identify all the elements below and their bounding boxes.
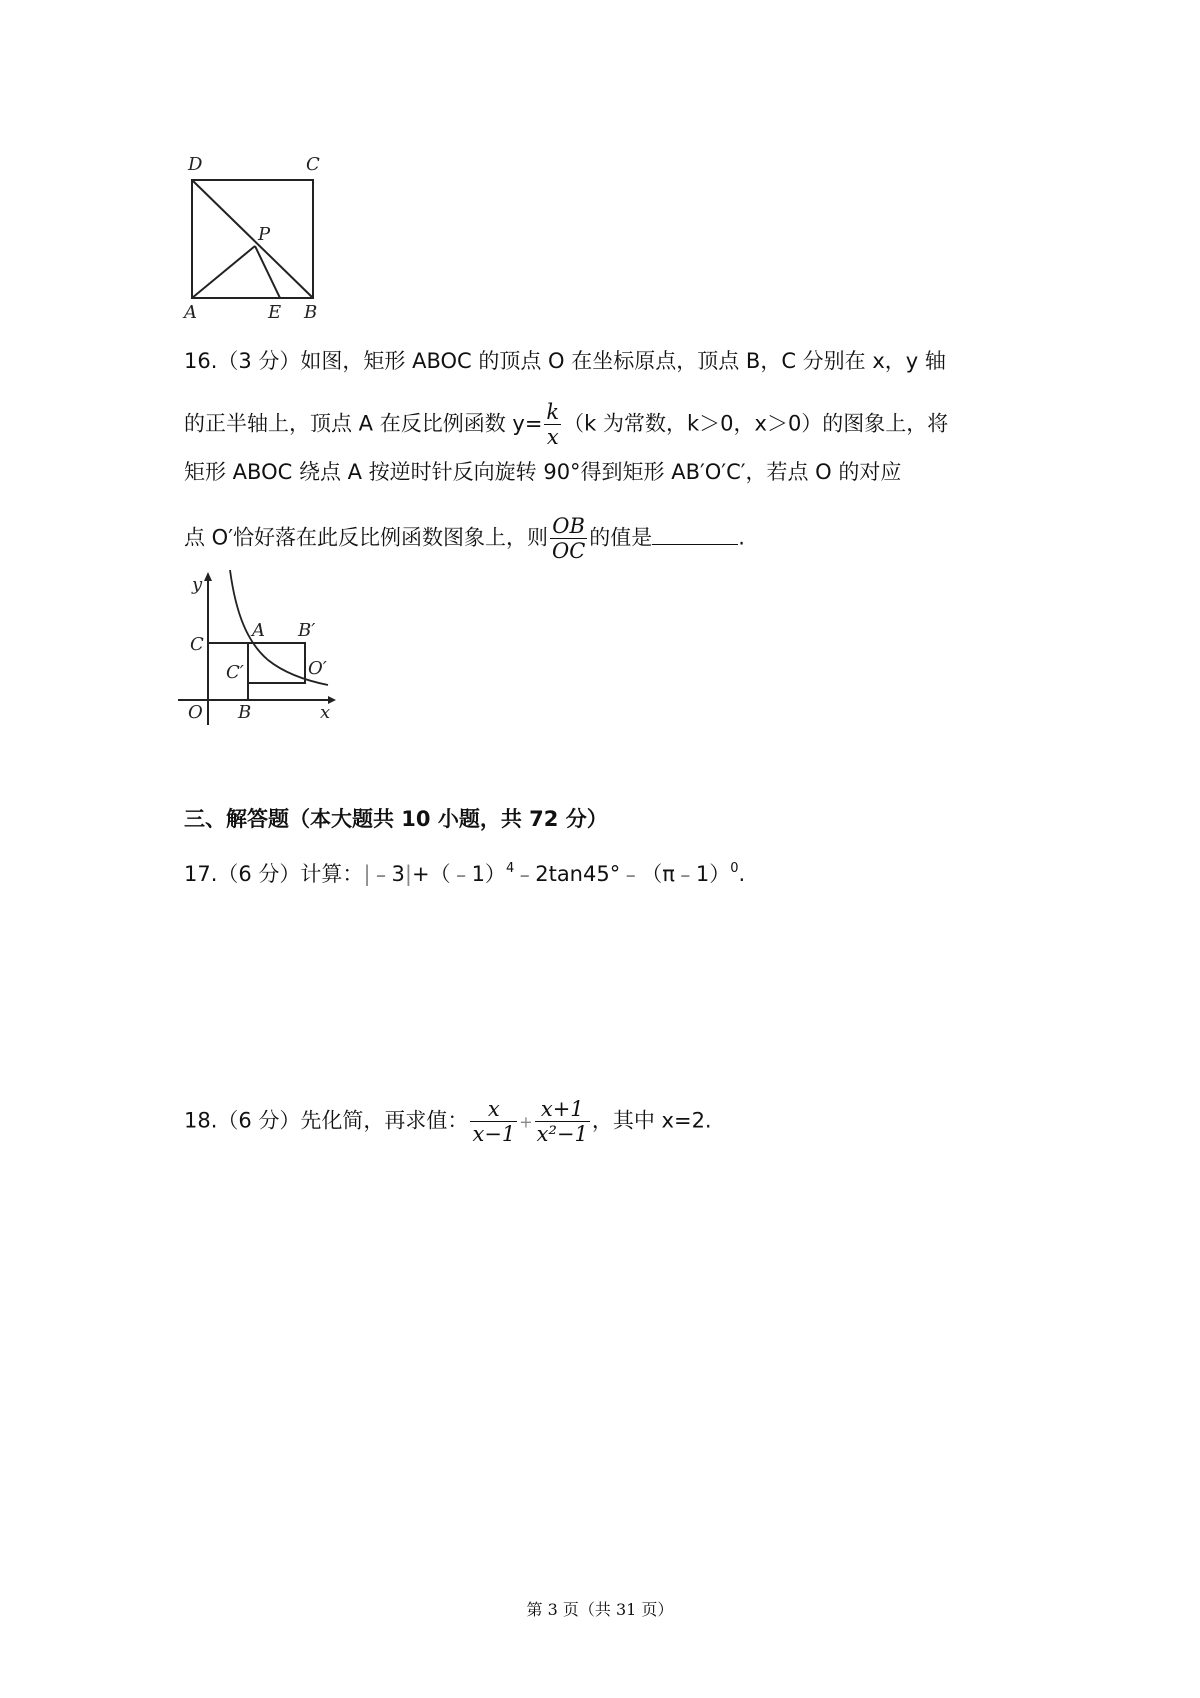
label-d: D (188, 154, 203, 175)
label-b: B (238, 702, 252, 723)
fraction-numerator: x+1 (535, 1097, 590, 1122)
label-c: C (306, 154, 320, 175)
abs-content: ﹣3 (370, 862, 405, 886)
label-b: B (304, 302, 318, 323)
answer-blank (652, 524, 738, 545)
label-o: O (188, 702, 203, 723)
abs-bar-left: | (363, 862, 371, 886)
fraction-numerator: OB (550, 514, 587, 539)
exponent-0: 0 (730, 861, 739, 876)
coordinate-figure (178, 570, 348, 730)
label-a: A (252, 620, 265, 641)
operator-plus: + (519, 1112, 533, 1132)
q16-text-2b: （k 为常数，k＞0，x＞0）的图象上，将 (563, 411, 949, 436)
fraction-x-plus-1-over-x-squared-minus-1 (535, 1097, 590, 1146)
section-heading: 三、解答题（本大题共 10 小题，共 72 分） (184, 807, 608, 831)
q17-prefix: 17.（6 分）计算： (184, 862, 364, 886)
fraction-denominator: OC (551, 539, 586, 563)
q16-text-1: 16.（3 分）如图，矩形 ABOC 的顶点 O 在坐标原点，顶点 B，C 分别在 x，y 轴 (184, 349, 946, 373)
label-c-prime: C′ (226, 662, 244, 683)
fraction-ob-over-oc (550, 514, 587, 563)
q16-line1 (184, 347, 946, 375)
q16-text-4c: . (738, 525, 745, 550)
fraction-denominator: x−1 (472, 1122, 516, 1146)
q16-text-4a: 点 O′恰好落在此反比例函数图象上，则 (184, 525, 548, 550)
label-p: P (258, 224, 271, 245)
q16-line3 (184, 458, 901, 486)
q16-line2 (184, 400, 948, 449)
square-figure (180, 150, 340, 325)
exponent-4: 4 (505, 861, 515, 876)
q18-prefix: 18.（6 分）先化简，再求值： (184, 1108, 469, 1133)
q17-part2: +（﹣1） (411, 862, 506, 886)
fraction-denominator: x (546, 425, 559, 449)
q18-suffix: ，其中 x=2. (591, 1108, 712, 1133)
q16-line4 (184, 514, 745, 563)
label-b-prime: B′ (298, 620, 316, 641)
label-y: y (192, 574, 203, 595)
fraction-x-over-x-minus-1 (470, 1097, 517, 1146)
q17-part3: ﹣2tan45°﹣（π﹣1） (514, 862, 731, 886)
label-a: A (184, 302, 197, 323)
label-o-prime: O′ (308, 658, 327, 679)
fraction-denominator: x²−1 (536, 1122, 588, 1146)
q16-text-3: 矩形 ABOC 绕点 A 按逆时针反向旋转 90°得到矩形 AB′O′C′，若点 O 的对应 (184, 460, 902, 484)
q18-line (184, 1097, 712, 1146)
fraction-k-over-x (544, 400, 561, 449)
q17-end: . (738, 862, 746, 886)
diagonal-db (192, 180, 313, 298)
fraction-numerator: k (546, 400, 560, 424)
q17-line (184, 855, 745, 888)
label-c: C (190, 634, 204, 655)
fraction-numerator: x (470, 1097, 517, 1122)
y-axis-arrow-icon (204, 572, 212, 581)
page-footer: 第 3 页（共 31 页） (526, 1600, 674, 1619)
segment-ap (192, 246, 255, 298)
q16-text-2a: 的正半轴上，顶点 A 在反比例函数 y= (184, 411, 543, 436)
label-x: x (320, 702, 331, 723)
q16-text-4b: 的值是 (589, 525, 653, 550)
abs-bar-right: | (404, 862, 412, 886)
label-e: E (268, 302, 282, 323)
